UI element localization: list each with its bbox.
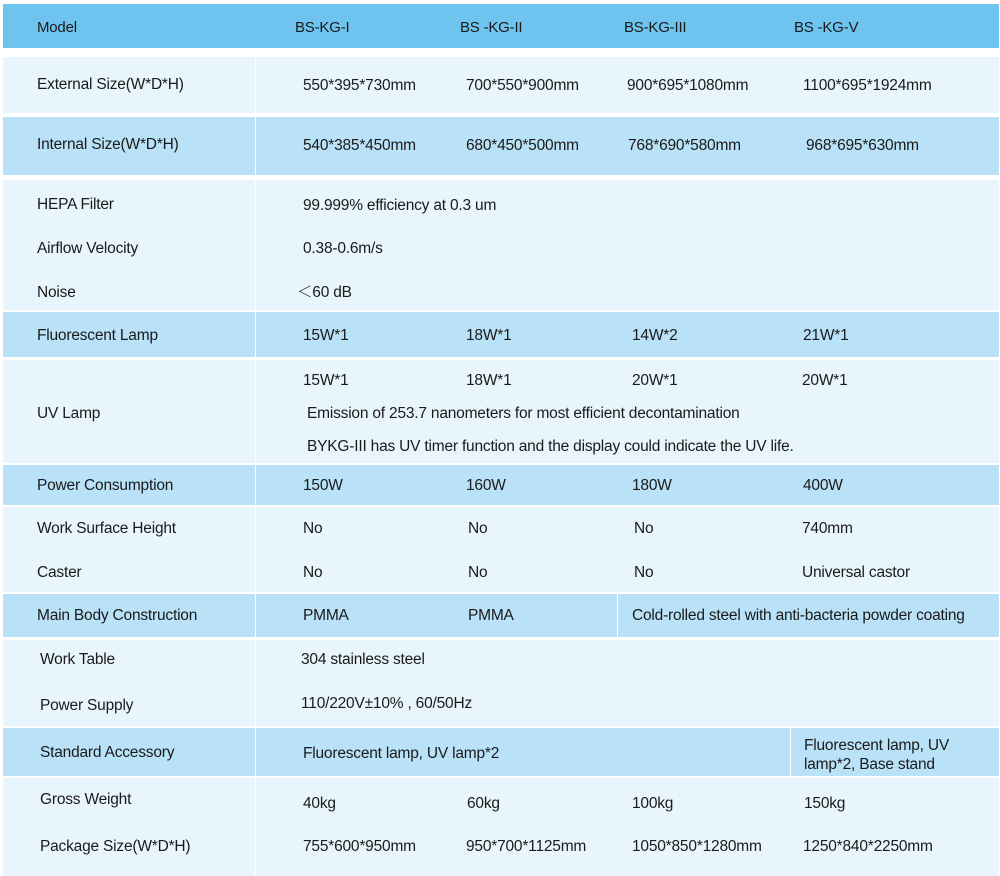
row-label-internal-size: Internal Size(W*D*H) (37, 136, 179, 153)
cell-value: 550*395*730mm (303, 77, 416, 94)
cell-value: 150kg (804, 795, 846, 812)
uv-note-timer: BYKG-III has UV timer function and the display could indicate the UV life. (307, 438, 794, 455)
column-divider (790, 728, 791, 776)
cell-value: 14W*2 (632, 327, 678, 344)
cell-value: No (468, 520, 488, 537)
column-divider (617, 594, 618, 637)
cell-value: 0.38-0.6m/s (303, 240, 383, 257)
cell-value: 1050*850*1280mm (632, 838, 762, 855)
row-label-work-surface-height: Work Surface Height (37, 520, 176, 537)
cell-value: 900*695*1080mm (627, 77, 749, 94)
row-label-standard-accessory: Standard Accessory (40, 744, 175, 761)
cell-value: 540*385*450mm (303, 137, 416, 154)
row-label-uv-lamp: UV Lamp (37, 405, 101, 422)
cell-value: 18W*1 (466, 327, 512, 344)
cell-value: No (303, 520, 323, 537)
row-label-package-size: Package Size(W*D*H) (40, 838, 191, 855)
cell-value: No (303, 564, 323, 581)
row-label-noise: Noise (37, 284, 76, 301)
cell-value: 15W*1 (303, 327, 349, 344)
cell-value: 100kg (632, 795, 674, 812)
row-label-gross-weight: Gross Weight (40, 791, 132, 808)
cell-value: Fluorescent lamp, UV lamp*2 (303, 745, 500, 762)
cell-value: Universal castor (802, 564, 910, 581)
cell-value: 160W (466, 477, 506, 494)
cell-value-accessory-v: Fluorescent lamp, UV lamp*2, Base stand (804, 737, 950, 773)
cell-value: 950*700*1125mm (466, 838, 587, 855)
cell-value: 755*600*950mm (303, 838, 416, 855)
cell-value: No (634, 520, 654, 537)
cell-value: 21W*1 (803, 327, 849, 344)
cell-value: 400W (803, 477, 843, 494)
uv-note-emission: Emission of 253.7 nanometers for most efficient decontamination (307, 405, 740, 422)
band-table-supply (3, 640, 999, 726)
header-model-label: Model (37, 19, 77, 36)
cell-value: 1100*695*1924mm (803, 77, 932, 94)
cell-value: 60kg (467, 795, 500, 812)
column-divider (255, 57, 256, 876)
row-label-power-supply: Power Supply (40, 697, 134, 714)
row-label-main-body-construction: Main Body Construction (37, 607, 198, 624)
cell-value: 15W*1 (303, 372, 349, 389)
row-label-power-consumption: Power Consumption (37, 477, 174, 494)
cell-value: 20W*1 (632, 372, 678, 389)
cell-value: 768*690*580mm (628, 137, 741, 154)
cell-value: 110/220V±10% , 60/50Hz (301, 695, 472, 712)
cell-value: No (468, 564, 488, 581)
row-label-external-size: External Size(W*D*H) (37, 76, 184, 93)
header-model-4: BS -KG-V (794, 19, 859, 36)
header-model-2: BS -KG-II (460, 19, 523, 36)
cell-value: 968*695*630mm (806, 137, 919, 154)
cell-value: 1250*840*2250mm (803, 838, 933, 855)
cell-value: 20W*1 (802, 372, 848, 389)
cell-value: 40kg (303, 795, 336, 812)
cell-value: Cold-rolled steel with anti-bacteria powder coating (632, 607, 965, 624)
row-label-airflow-velocity: Airflow Velocity (37, 240, 139, 257)
cell-value: 700*550*900mm (466, 77, 579, 94)
row-label-caster: Caster (37, 564, 82, 581)
cell-value: 304 stainless steel (301, 651, 425, 668)
row-label-work-table: Work Table (40, 651, 115, 668)
row-label-fluorescent-lamp: Fluorescent Lamp (37, 327, 158, 344)
cell-value: PMMA (303, 607, 349, 624)
cell-value: 150W (303, 477, 343, 494)
row-label-hepa-filter: HEPA Filter (37, 196, 114, 213)
cell-value: 740mm (802, 520, 853, 537)
cell-value: 180W (632, 477, 672, 494)
cell-value: ＜60 dB (297, 284, 352, 301)
header-model-3: BS-KG-III (624, 19, 687, 36)
cell-value: PMMA (468, 607, 514, 624)
cell-value: 18W*1 (466, 372, 512, 389)
cell-value: 99.999% efficiency at 0.3 um (303, 197, 497, 214)
cell-value: 680*450*500mm (466, 137, 579, 154)
cell-value: No (634, 564, 654, 581)
band-weight-package (3, 778, 999, 876)
band-filter-group (3, 180, 999, 310)
header-model-1: BS-KG-I (295, 19, 350, 36)
